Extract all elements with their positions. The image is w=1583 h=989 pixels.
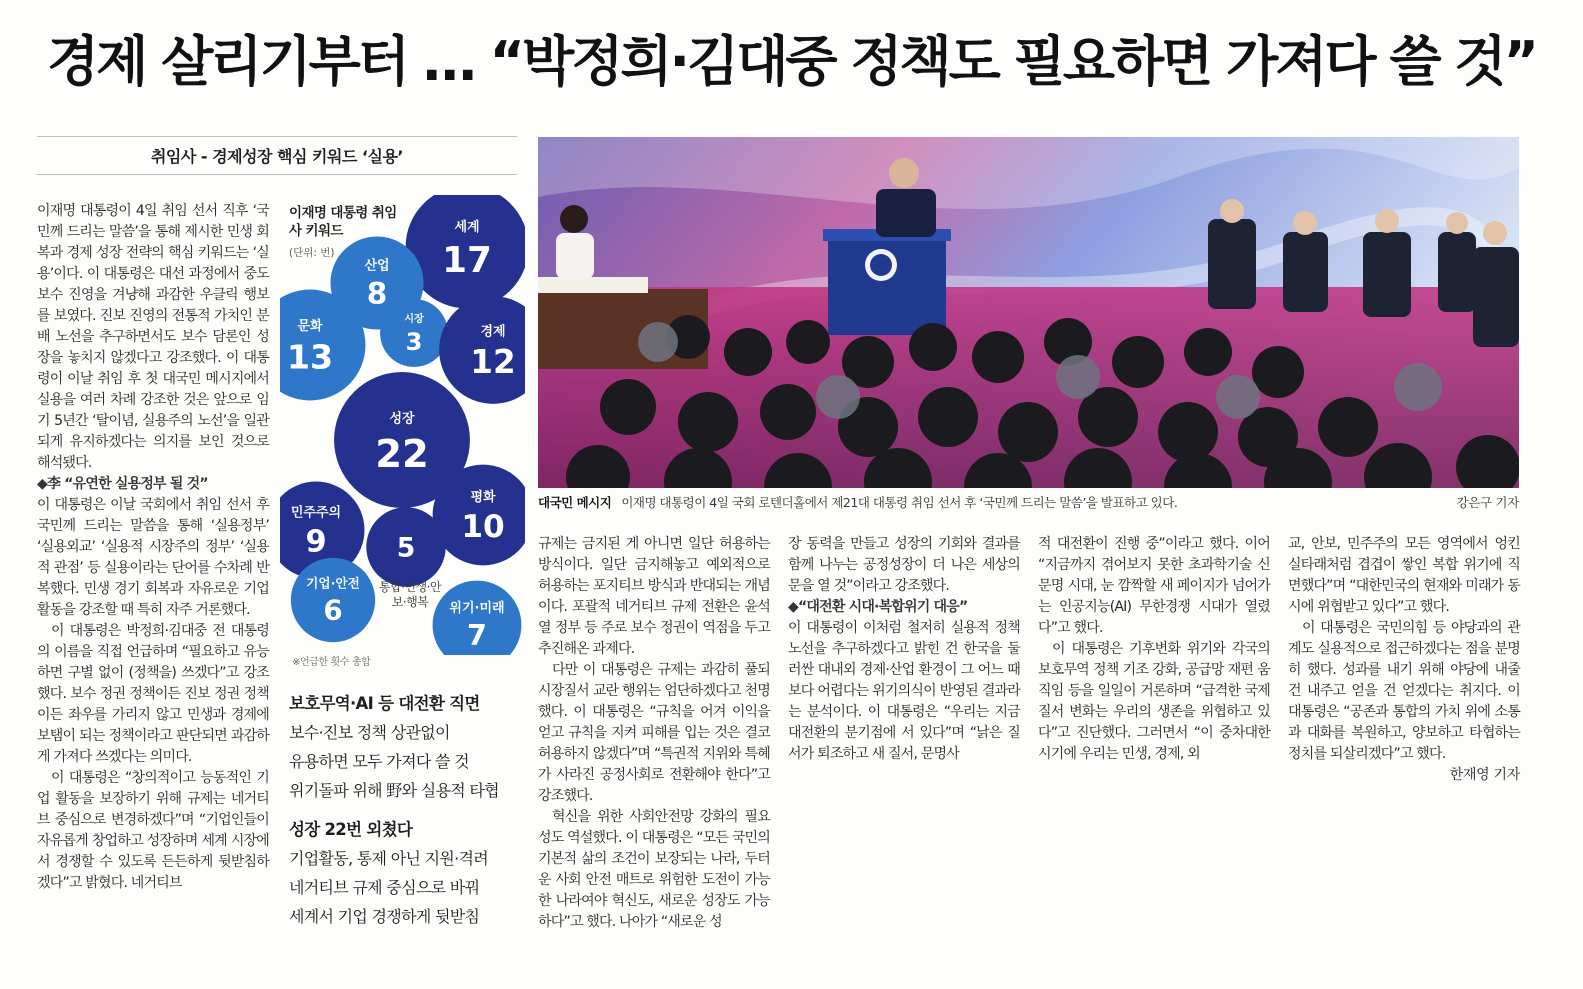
paragraph <box>1288 618 1520 783</box>
keyword-bubble-value: 5 <box>396 532 416 564</box>
keyword-bubble-value: 10 <box>461 508 505 545</box>
article-column-3 <box>788 534 1020 765</box>
paragraph-text: 이 대통령은 국민의힘 등 야당과의 관계도 실용적으로 접근하겠다는 점을 분명히 했다. 성과를 내기 위해 야당에 내줄 건 내주고 얻을 건 얻겠다는 취지다. 이 대통령은 “공존과 통합의 가치 위에 소통과 대화를 복원하고, 양보하고 타협하는 정치를 되살리겠다”고 했다. <box>1288 620 1520 762</box>
sidebar-line: 네거티브 규제 중심으로 바꿔 <box>289 878 480 897</box>
article-column-4 <box>1038 534 1270 765</box>
paragraph: 이 대통령은 기후변화 위기와 각국의 보호무역 정책 기조 강화, 공급망 재편 움직임 등을 일일이 거론하며 “급격한 국제 질서 변화는 우리의 생존을 위협하고 있다”고 진단했다. 그러면서 “이 중차대한 시기에 우리는 민생, 경제, 외 <box>1038 641 1270 762</box>
keyword-bubble-value: 17 <box>442 240 492 282</box>
sidebar-summary-2 <box>289 815 519 931</box>
paragraph: 다만 이 대통령은 규제는 과감히 풀되 시장질서 교란 행위는 엄단하겠다고 천명했다. 이 대통령은 “규칙을 어겨 이익을 얻고 규칙을 지켜 피해를 입는 것은 결코 허용하지 않겠다”며 “특권적 지위와 특혜가 사라진 공정사회로 전환해야 한다”고 강조했다. <box>538 662 770 804</box>
article-column-2 <box>538 534 770 933</box>
paragraph: 이재명 대통령이 4일 취임 선서 직후 ‘국민께 드리는 말씀’을 통해 제시한 민생 회복과 경제 성장 전략의 핵심 키워드는 ‘실용’이다. 이 대통령은 대선 과정에서 중도보수 진영을 겨냥해 과감한 우클릭 행보를 보였다. 진보 진영의 전통적 가치인 분배 노선을 추구하면서도 보수 담론인 성장을 놓치지 않겠다고 강조했다. 이 대통령이 이날 취임 후 첫 대국민 메시지에서 실용을 여러 차례 강조한 것은 앞으로 임기 5년간 ‘탈이념, 실용주의 노선’을 일관되게 유지하겠다는 의지를 보인 것으로 해석됐다. <box>37 203 269 471</box>
inauguration-photo <box>538 137 1519 488</box>
sidebar-line: 세계서 기업 경쟁하게 뒷받침 <box>289 907 480 926</box>
keyword-bubble-label: 평화 <box>470 489 496 505</box>
keyword-bubble-value: 6 <box>323 593 343 627</box>
photo-illustration <box>538 137 1519 488</box>
keyword-bubble-label: 기업·안전 <box>306 575 360 591</box>
keyword-bubble-label: 세계 <box>454 219 480 235</box>
paragraph: 이 대통령이 이처럼 철저히 실용적 정책 노선을 추구하겠다고 밝힌 건 한국을 둘러싼 대내외 경제·산업 환경이 그 어느 때보다 어렵다는 위기의식이 반영된 결과라는 분석이다. 이 대통령은 “우리는 지금 대전환의 분기점에 서 있다”며 “낡은 질서가 퇴조하고 새 질서, 문명사 <box>788 620 1020 762</box>
keyword-bubble-value: 7 <box>467 618 487 653</box>
paragraph: 이 대통령은 박정희·김대중 전 대통령의 이름을 직접 언급하며 “필요하고 유능하면 구별 없이 (정책을) 쓰겠다”고 강조했다. 보수 정권 정책이든 진보 정권 정책이든 좌우를 가리지 않고 민생과 경제에 보탬이 되는 정책이라고 판단되면 과감하게 가져다 쓰겠다는 의미다. <box>37 623 269 765</box>
keyword-bubble-value: 9 <box>305 524 327 560</box>
chart-unit: (단위: 번) <box>289 247 335 259</box>
section-title: 취임사 - 경제성장 핵심 키워드 ‘실용’ <box>150 147 404 166</box>
caption-label: 대국민 메시지 <box>538 495 612 510</box>
article-column-1 <box>37 201 269 894</box>
keyword-bubble <box>291 558 375 642</box>
sidebar-line: 유용하면 모두 가져다 쓸 것 <box>289 752 469 771</box>
keyword-bubble-value: 8 <box>366 276 388 311</box>
keyword-bubble-label: 성장 <box>389 411 415 427</box>
sidebar-line: 위기돌파 위해 野와 실용적 타협 <box>289 781 499 800</box>
paragraph: 규제는 금지된 게 아니면 일단 허용하는 방식이다. 일단 금지해놓고 예외적으로 허용하는 포지티브 방식과 반대되는 개념이다. 포괄적 네거티브 규제 전환은 윤석열 정부 등 주로 보수 정권이 역점을 두고 추진해온 과제다. <box>538 536 770 657</box>
paragraph: 적 대전환이 진행 중”이라고 했다. 이어 “지금까지 겪어보지 못한 초과학기술 신문명 시대, 눈 깜짝할 새 페이지가 넘어가는 인공지능(AI) 무한경쟁 시대가 열렸다”고 했다. <box>1038 536 1270 636</box>
keyword-bubble-label: 경제 <box>480 324 506 340</box>
paragraph: 교, 안보, 민주주의 모든 영역에서 엉킨 실타래처럼 겹겹이 쌓인 복합 위기에 직면했다”며 “대한민국의 현재와 미래가 동시에 위협받고 있다”고 했다. <box>1288 536 1520 615</box>
keyword-bubble-label: 민주주의 <box>290 505 342 521</box>
keyword-bubble-label: 문화 <box>297 319 323 335</box>
keyword-bubble-value: 13 <box>286 337 334 377</box>
section-rule-bottom <box>37 174 517 175</box>
keyword-bubble <box>433 581 522 655</box>
article-byline: 한재영 기자 <box>1449 767 1520 783</box>
keyword-bubble <box>366 507 445 586</box>
sidebar-summary-1 <box>289 689 519 805</box>
sidebar-line: 기업활동, 통제 아닌 지원·격려 <box>289 849 489 868</box>
sidebar-heading: 성장 22번 외쳤다 <box>289 820 413 839</box>
caption-text: 이재명 대통령이 4일 국회 로텐더홀에서 제21대 대통령 취임 선서 후 ‘국민께 드리는 말씀’을 발표하고 있다. <box>621 495 1178 510</box>
sidebar-line: 보수·진보 정책 상관없이 <box>289 723 450 742</box>
section-rule-top <box>37 136 517 137</box>
article-column-5 <box>1288 534 1520 786</box>
paragraph: 장 동력을 만들고 성장의 기회와 결과를 함께 나누는 공정성장이 더 나은 세상의 문을 열 것”이라고 강조했다. <box>788 536 1020 594</box>
keyword-bubble-label: 시장 <box>404 314 424 326</box>
chart-footnote: ※언급한 횟수 총합 <box>292 657 371 668</box>
keyword-bubble-label: 위기·미래 <box>449 601 505 617</box>
paragraph: 이 대통령은 이날 국회에서 취임 선서 후 국민께 드리는 말씀을 통해 ‘실용정부’ ‘실용외교’ ‘실용적 시장주의 정부’ ‘실용적 관점’ 등 실용이라는 단어를 수차례 반복했다. 민생 경기 회복과 자유로운 기업 활동을 강조할 때 특히 자주 거론했다. <box>37 497 269 618</box>
keyword-bubble-value: 3 <box>405 326 423 356</box>
paragraph: 혁신을 위한 사회안전망 강화의 필요성도 역설했다. 이 대통령은 “모든 국민의 기본적 삶의 조건이 보장되는 나라, 두터운 사회 안전 매트로 위험한 도전이 가능한 나라여야 혁신도, 새로운 성장도 가능하다”고 했다. 나아가 “새로운 성 <box>538 809 770 930</box>
keyword-bubble <box>406 195 525 308</box>
bubble-extra-label: 통합·민생·안보·행복 <box>378 580 442 609</box>
headline: 경제 살리기부터 … “박정희·김대중 정책도 필요하면 가져다 쓸 것” <box>47 30 1536 93</box>
keyword-bubble-value: 12 <box>470 342 516 381</box>
keyword-bubble-value: 22 <box>375 431 429 477</box>
subheading: ◆李 “유연한 실용정부 될 것” <box>37 476 208 492</box>
keyword-bubble <box>439 296 525 404</box>
chart-title: 이재명 대통령 취임사 키워드 <box>289 205 397 239</box>
keyword-bubble-label: 산업 <box>364 258 390 274</box>
keyword-bubble <box>380 299 448 367</box>
photo-credit: 강은구 기자 <box>1456 495 1519 510</box>
paragraph: 이 대통령은 “창의적이고 능동적인 기업 활동을 보장하기 위해 규제는 네거티브 중심으로 변경하겠다”며 “기업인들이 자유롭게 창업하고 성장하며 세계 시장에서 경쟁할 수 있도록 든든하게 뒷받침하겠다”고 밝혔다. 네거티브 <box>37 770 269 891</box>
photo-caption <box>538 493 1519 511</box>
subheading: ◆“대전환 시대·복합위기 대응” <box>788 599 968 615</box>
sidebar-heading: 보호무역·AI 등 대전환 직면 <box>289 694 480 713</box>
